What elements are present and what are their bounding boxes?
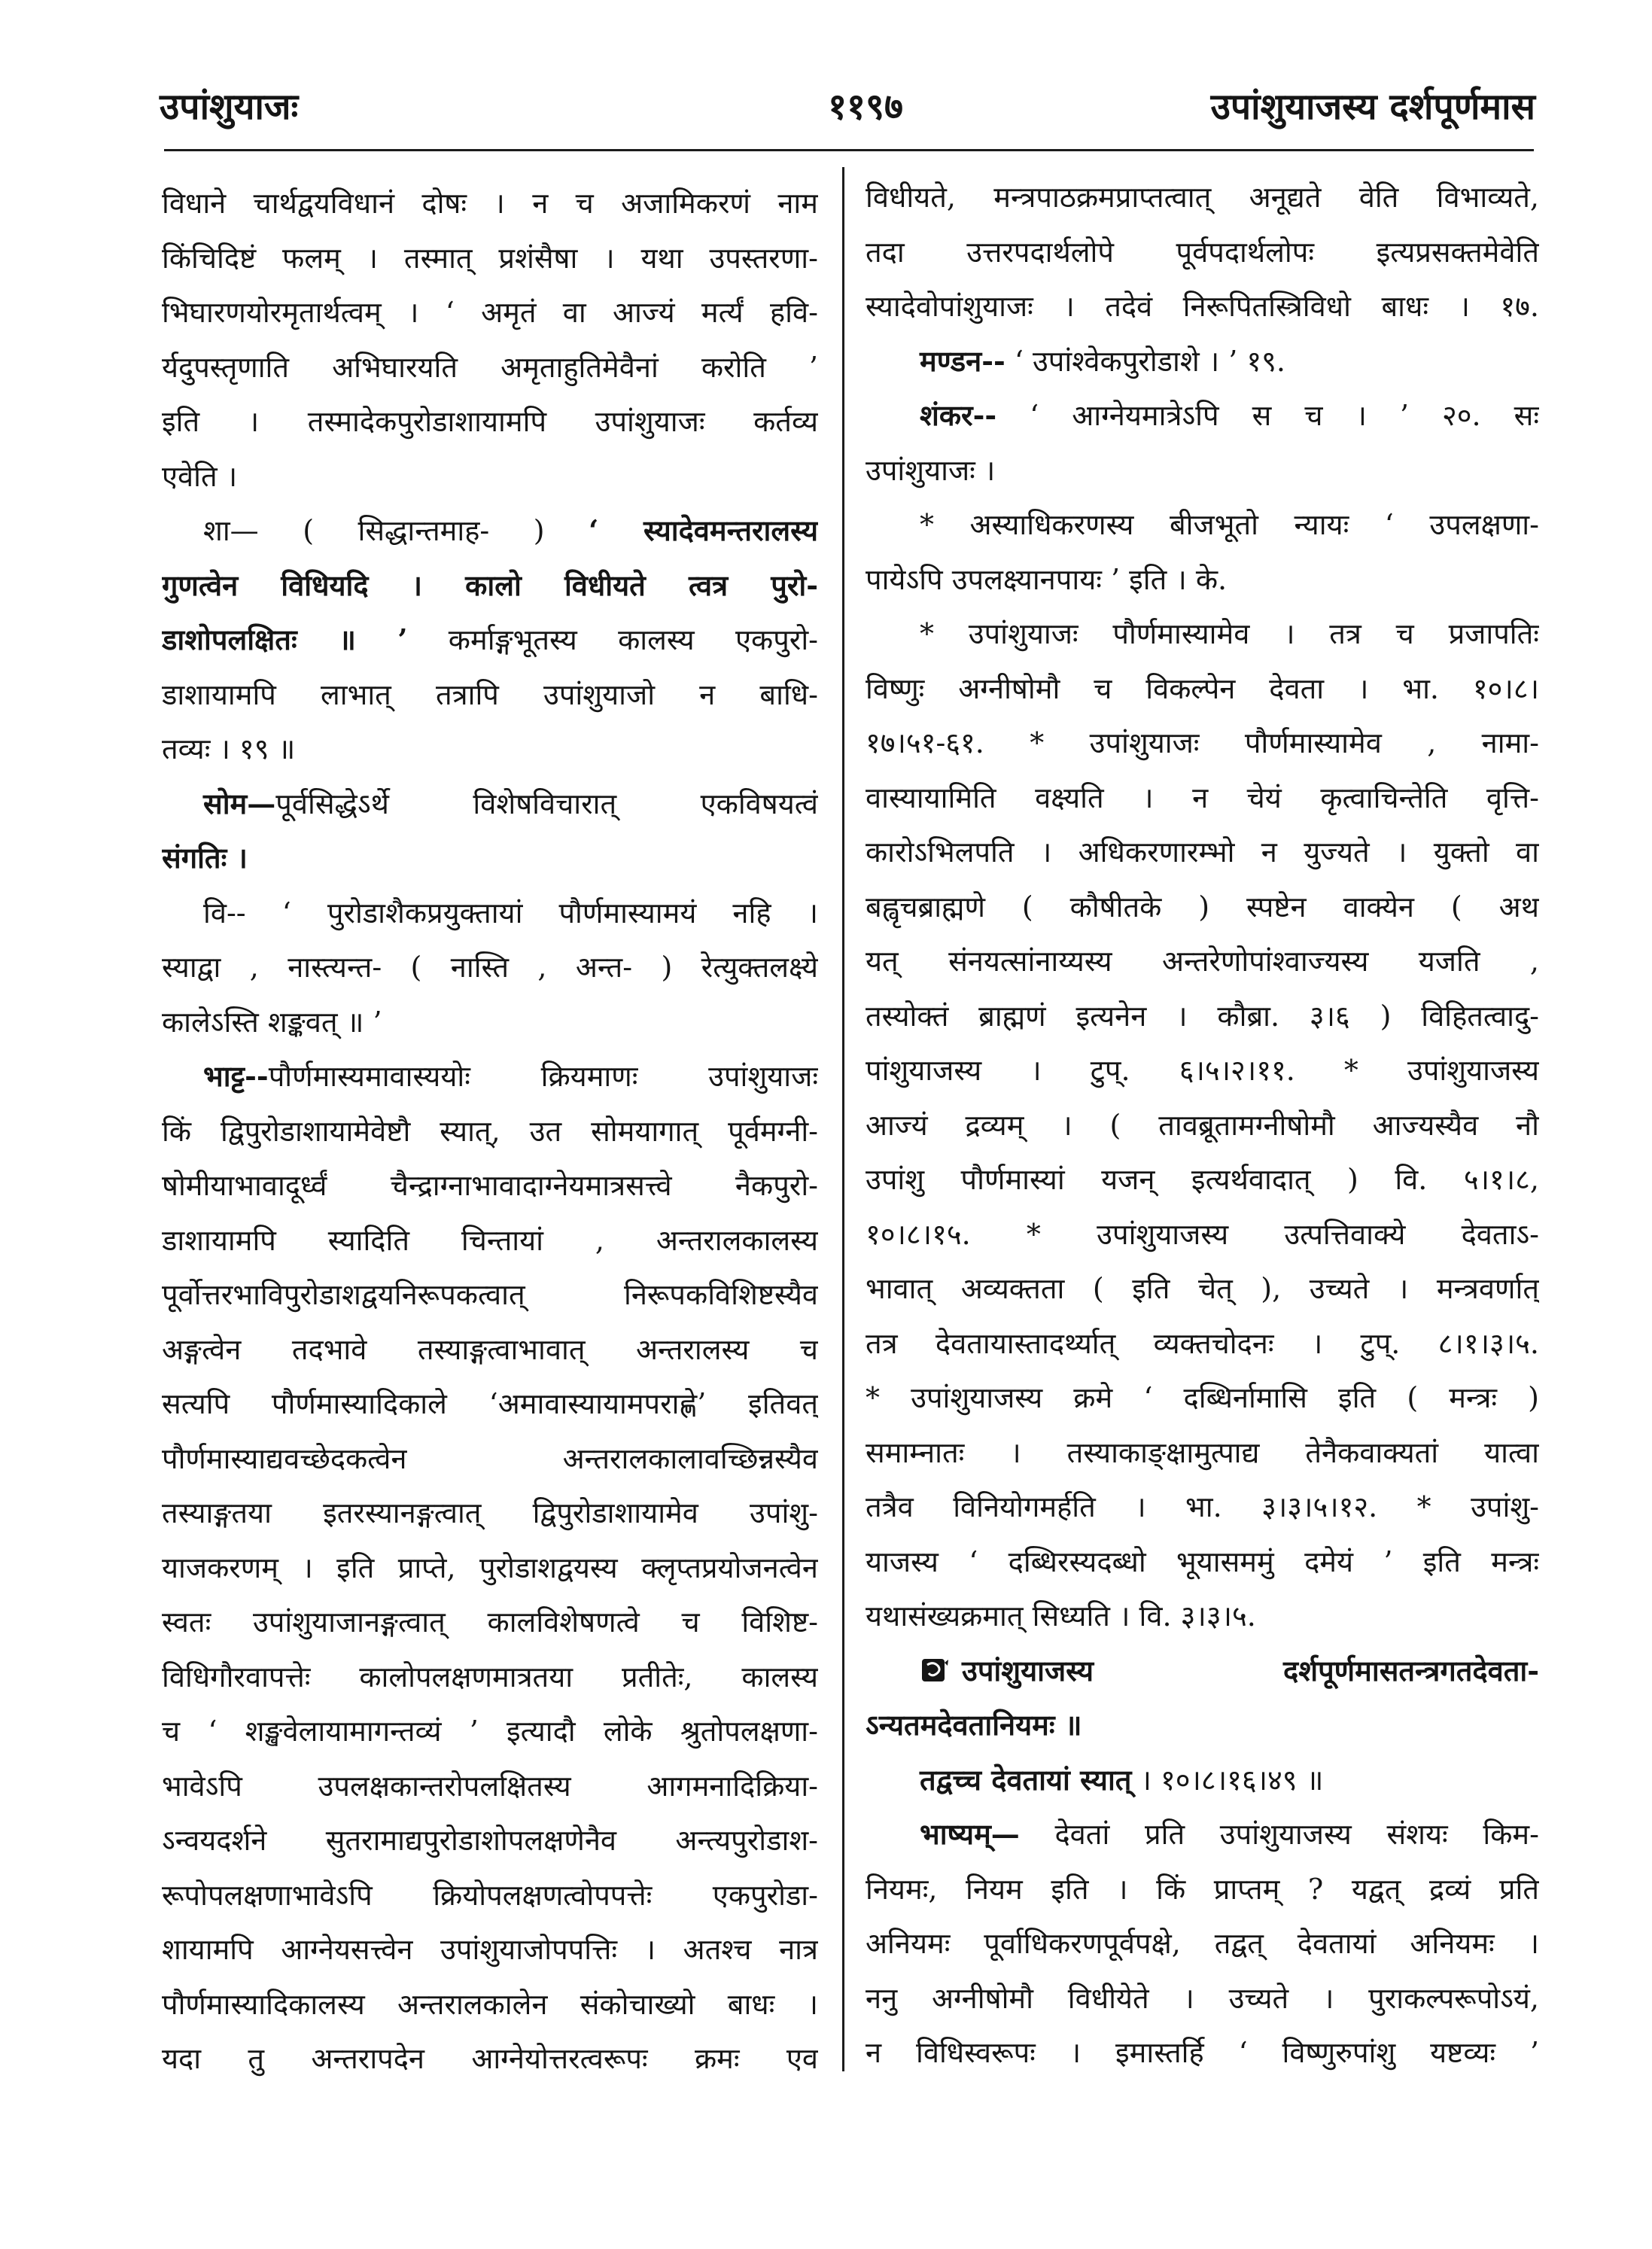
left-column-line [162,504,818,558]
left-column-line [162,613,818,668]
running-head-left: उपांशुयाजः [160,86,299,128]
page-number: ११९७ [828,86,903,128]
bold-text-run: उपांशुयाजस्य दर्शपूर्णमासतन्त्रगतदेवता- [962,1653,1539,1688]
text-run: तत्रैव विनियोगमर्हति । भा. ३।३।५।१२. * उपांशु- [866,1490,1539,1523]
right-column-line [866,825,1539,880]
text-run: स्याद्वा , नास्त्यन्त- ( नास्ति , अन्त- ) रेत्युक्तलक्ष्ये [162,951,818,984]
left-column [162,176,818,2086]
right-column-line [866,1807,1539,1862]
right-column-line [866,498,1539,552]
text-run: १७।५१-६१. * उपांशुयाजः पौर्णमास्यामेव , नामा- [866,726,1539,759]
left-column-line [162,722,818,777]
text-run: पांशुयाजस्य । टुप्. ६।५।२।११. * उपांशुयाजस्य [866,1054,1539,1087]
section-mark-icon [920,1655,950,1685]
text-run: आज्यं द्रव्यम् । ( तावब्रूतामग्नीषोमौ आज्यस्यैव नौ [866,1108,1539,1142]
right-column-line [866,1043,1539,1098]
text-run: तस्याङ्गतया इतरस्यानङ्गत्वात् द्विपुरोडाशायामेव उपांशु- [162,1496,818,1529]
left-column-line [162,1377,818,1432]
right-column-line [866,1480,1539,1535]
left-column-line [162,1322,818,1377]
left-column-line [162,1922,818,1977]
text-run: वास्यायामिति वक्ष्यति । न चेयं कृत्वाचिन्तेति वृत्ति- [866,781,1539,814]
text-run: यथासंख्यक्रमात् सिध्यति । वि. ३।३।५. [866,1599,1256,1633]
text-run: शा— ( सिद्धान्तमाह- ) [203,514,589,547]
text-run: विष्णुः अग्नीषोमौ च विकल्पेन देवता । भा. १०।८। [866,671,1539,705]
text-run: * उपांशुयाजः पौर्णमास्यामेव । तत्र च प्रजापतिः [920,617,1539,650]
text-run: किं द्विपुरोडाशायामेवेष्टौ स्यात्, उत सोमयागात् पूर्वमग्नी- [162,1114,818,1148]
column-divider [842,167,844,2071]
right-column-line [866,662,1539,717]
right-column-line [866,716,1539,771]
text-run: पौर्णमास्याद्यवच्छेदकत्वेन अन्तरालकालावच्छिन्नस्यैव [162,1441,818,1475]
text-run: पूर्वसिद्धेऽर्थे विशेषविचारात् एकविषयत्वं [275,787,818,820]
text-run: अनियमः पूर्वाधिकरणपूर्वपक्षे, तद्वत् देवतायां अनियमः । [866,1927,1539,1960]
right-column-line [866,552,1539,607]
right-column-line [866,443,1539,498]
left-column-line [162,1268,818,1322]
left-column-line [162,995,818,1050]
text-run: उपांशु पौर्णमास्यां यजन् इत्यर्थवादात् ) वि. ५।१।८, [866,1163,1539,1196]
left-column-line [162,1432,818,1487]
text-run: र्यदुपस्तृणाति अभिघारयति अमृताहुतिमेवैनां करोति ’ [162,350,818,384]
left-column-line [162,1049,818,1104]
text-run: शायामपि आग्नेयसत्त्वेन उपांशुयाजोपपत्तिः । अतश्च नात्र [162,1933,818,1966]
right-column-line [866,1698,1539,1753]
left-column-line [162,340,818,395]
header-rule [164,149,1534,151]
right-column-line [866,1589,1539,1644]
right-column-line [866,334,1539,389]
text-run: विधाने चार्थद्वयविधानं दोषः । न च अजामिकरणं नाम [162,187,818,220]
text-run: तव्यः । १९ ॥ [162,732,296,765]
text-run: * अस्याधिकरणस्य बीजभूतो न्यायः ‘ उपलक्षणा- [920,508,1539,541]
right-column-line [866,2025,1539,2080]
left-column-line [162,1158,818,1213]
left-column-line [162,1868,818,1923]
right-column-line [866,771,1539,826]
left-column-line [162,1541,818,1596]
text-run: रूपोपलक्षणाभावेऽपि क्रियोपलक्षणत्वोपपत्तेः एकपुरोडा- [162,1878,818,1912]
left-column-line [162,285,818,340]
bold-text-run: भाट्ट-- [203,1059,269,1093]
right-column-line [866,1207,1539,1262]
text-run: भावात् अव्यक्तता ( इति चेत् ), उच्यते । मन्त्रवर्णात् [866,1272,1539,1305]
text-run: वि-- ‘ पुरोडाशैकप्रयुक्तायां पौर्णमास्यामयं नहि । [203,896,818,930]
text-run: याजकरणम् । इति प्राप्ते, पुरोडाशद्वयस्य क्लृप्तप्रयोजनत्वेन [162,1551,818,1584]
left-column-line [162,1977,818,2032]
text-run: तस्योक्तं ब्राह्मणं इत्यनेन । कौब्रा. ३।६ ) विहितत्वादु- [866,999,1539,1033]
text-run: कालेऽस्ति शङ्कवत् ॥ ’ [162,1005,382,1039]
right-column-line [866,1971,1539,2026]
right-column-line [866,1753,1539,1808]
text-run: ‘ उपांश्वेकपुरोडाशे । ’ १९. [1005,344,1285,378]
text-run: न विधिस्वरूपः । इमास्तर्हि ‘ विष्णुरुपांशु यष्टव्यः ’ [866,2036,1539,2069]
right-column-line [866,880,1539,935]
text-run: याजस्य ‘ दब्धिरस्यदब्धो भूयासममुं दमेयं ’ इति मन्त्रः [866,1544,1539,1578]
text-run: तत्र देवतायास्तादर्थ्यात् व्यक्तचोदनः । टुप्. ८।१।३।५. [866,1326,1539,1360]
bold-text-run: भाष्यम्— [920,1817,1020,1851]
text-run: यदा तु अन्तरापदेन आग्नेयोत्तरत्वरूपः क्रमः एव [162,2042,818,2075]
text-run: भिघारणयोरमृतार्थत्वम् । ‘ अमृतं वा आज्यं मर्त्यं हवि- [162,296,818,329]
text-run: विधिगौरवापत्तेः कालोपलक्षणमात्रतया प्रतीतेः, कालस्य [162,1660,818,1694]
right-column-line [866,1152,1539,1207]
left-column-line [162,1650,818,1705]
left-column-line [162,176,818,231]
left-column-line [162,1704,818,1759]
right-column-line [866,1316,1539,1371]
text-run: समाम्नातः । तस्याकाङ्क्षामुत्पाद्य तेनैकवाक्यतां यात्वा [866,1435,1539,1469]
bold-text-run: मण्डन-- [920,343,1005,378]
text-run: बह्वृचब्राह्मणे ( कौषीतके ) स्पष्टेन वाक्येन ( अथ [866,890,1539,924]
right-column-line [866,934,1539,989]
left-column-line [162,394,818,449]
right-column-line [866,388,1539,443]
left-column-line [162,1759,818,1814]
text-run: स्यादेवोपांशुयाजः । तदेवं निरूपितस्त्रिविधो बाधः । १७. [866,290,1539,323]
text-run: कर्माङ्गभूतस्य कालस्य एकपुरो- [407,623,818,656]
bold-text-run: शंकर-- [920,398,997,432]
right-column-line [866,1862,1539,1917]
left-column-line [162,1486,818,1541]
text-run: ननु अग्नीषोमौ विधीयेते । उच्यते । पुराकल्परूपोऽयं, [866,1981,1539,2015]
text-run: नियमः, नियम इति । किं प्राप्तम् ? यद्वत् द्रव्यं प्रति [866,1872,1539,1906]
right-column-line [866,1916,1539,1971]
text-run: * उपांशुयाजस्य क्रमे ‘ दब्धिर्नामासि इति ( मन्त्रः ) [866,1381,1539,1414]
text-run: १०।८।१५. * उपांशुयाजस्य उत्पत्तिवाक्ये देवताऽ- [866,1217,1539,1251]
bold-text-run: गुणत्वेन विधियदि । कालो विधीयते त्वत्र पुरो- [162,568,818,602]
left-column-line [162,1595,818,1650]
left-column-line [162,449,818,504]
text-run: स्वतः उपांशुयाजानङ्गत्वात् कालविशेषणत्वे च विशिष्ट- [162,1605,818,1639]
text-run: विधीयते, मन्त्रपाठक्रमप्राप्तत्वात् अनूद्यते वेति विभाव्यते, [866,181,1539,214]
left-column-line [162,777,818,832]
text-run: ‘ आग्नेयमात्रेऽपि स च । ’ २०. सः [996,399,1539,432]
left-column-line [162,1213,818,1268]
right-column-line [866,1426,1539,1481]
bold-text-run: ‘ स्यादेवमन्तरालस्य [589,513,818,547]
text-run: यत् संनयत्सांनाय्यस्य अन्तरेणोपांश्वाज्यस्य यजति , [866,945,1539,978]
text-run: षोमीयाभावादूर्ध्वं चैन्द्राग्नाभावादाग्नेयमात्रसत्त्वे नैकपुरो- [162,1169,818,1202]
text-run: किंचिदिष्टं फलम् । तस्मात् प्रशंसैषा । यथा उपस्तरणा- [162,241,818,275]
text-run: ऽन्वयदर्शने सुतरामाद्यपुरोडाशोपलक्षणेनैव अन्त्यपुरोडाश- [162,1824,818,1857]
right-column-line [866,279,1539,334]
text-run: तदा उत्तरपदार्थलोपे पूर्वपदार्थलोपः इत्यप्रसक्तमेवेति [866,235,1539,269]
right-column-line [866,1535,1539,1590]
right-column-line [866,170,1539,225]
left-column-line [162,668,818,723]
bold-text-run: डाशोपलक्षितः ॥ ’ [162,622,408,656]
right-column-line [866,989,1539,1044]
bold-text-run: सोम— [203,786,276,820]
text-run: पायेऽपि उपलक्ष्यानपायः ’ इति । के. [866,562,1228,596]
text-run: देवतां प्रति उपांशुयाजस्य संशयः किम- [1019,1818,1539,1851]
text-run: इति । तस्मादेकपुरोडाशायामपि उपांशुयाजः कर्तव्य [162,405,818,438]
running-head-right: उपांशुयाजस्य दर्शपूर्णमास [1210,86,1535,128]
text-run: डाशायामपि लाभात् तत्रापि उपांशुयाजो न बाधि- [162,677,818,711]
right-column-line [866,225,1539,280]
text-run: पूर्वोत्तरभाविपुरोडाशद्वयनिरूपकत्वात् निरूपकविशिष्टस्यैव [162,1278,818,1311]
right-column-line [866,1371,1539,1426]
bold-text-run: तद्वच्च देवतायां स्यात् [920,1762,1132,1797]
text-run: अङ्गत्वेन तदभावे तस्याङ्गत्वाभावात् अन्तरालस्य च [162,1332,818,1366]
section-heading-line [866,1644,1539,1699]
right-column [866,170,1539,2080]
text-run: एवेति । [162,459,238,493]
right-column-line [866,607,1539,662]
text-run: पौर्णमास्यादिकालस्य अन्तरालकालेन संकोचाख्यो बाधः । [162,1987,818,2021]
text-run: उपांशुयाजः । [866,453,996,487]
left-column-line [162,1813,818,1868]
left-column-line [162,2031,818,2086]
text-run: डाशायामपि स्यादिति चिन्तायां , अन्तरालकालस्य [162,1223,818,1257]
text-run: पौर्णमास्यमावास्ययोः क्रियमाणः उपांशुयाजः [268,1060,818,1093]
right-column-line [866,1261,1539,1316]
text-run: च ‘ शङ्खवेलायामागन्तव्यं ’ इत्यादौ लोके श्रुतोपलक्षणा- [162,1715,818,1748]
left-column-line [162,1104,818,1159]
bold-text-run: ऽन्यतमदेवतानियमः ॥ [866,1708,1082,1742]
left-column-line [162,831,818,886]
bold-text-run: संगतिः । [162,841,248,875]
text-run: सत्यपि पौर्णमास्यादिकाले ‘अमावास्यायामपराह्णे’ इतिवत् [162,1387,818,1420]
text-run: । १०।८।१६।४९ ॥ [1131,1763,1324,1797]
left-column-line [162,886,818,941]
left-column-line [162,231,818,286]
text-run: कारोऽभिलपति । अधिकरणारम्भो न युज्यते । युक्तो वा [866,835,1539,869]
left-column-line [162,558,818,613]
right-column-line [866,1098,1539,1153]
left-column-line [162,940,818,995]
text-run: भावेऽपि उपलक्षकान्तरोपलक्षितस्य आगमनादिक्रिया- [162,1769,818,1803]
